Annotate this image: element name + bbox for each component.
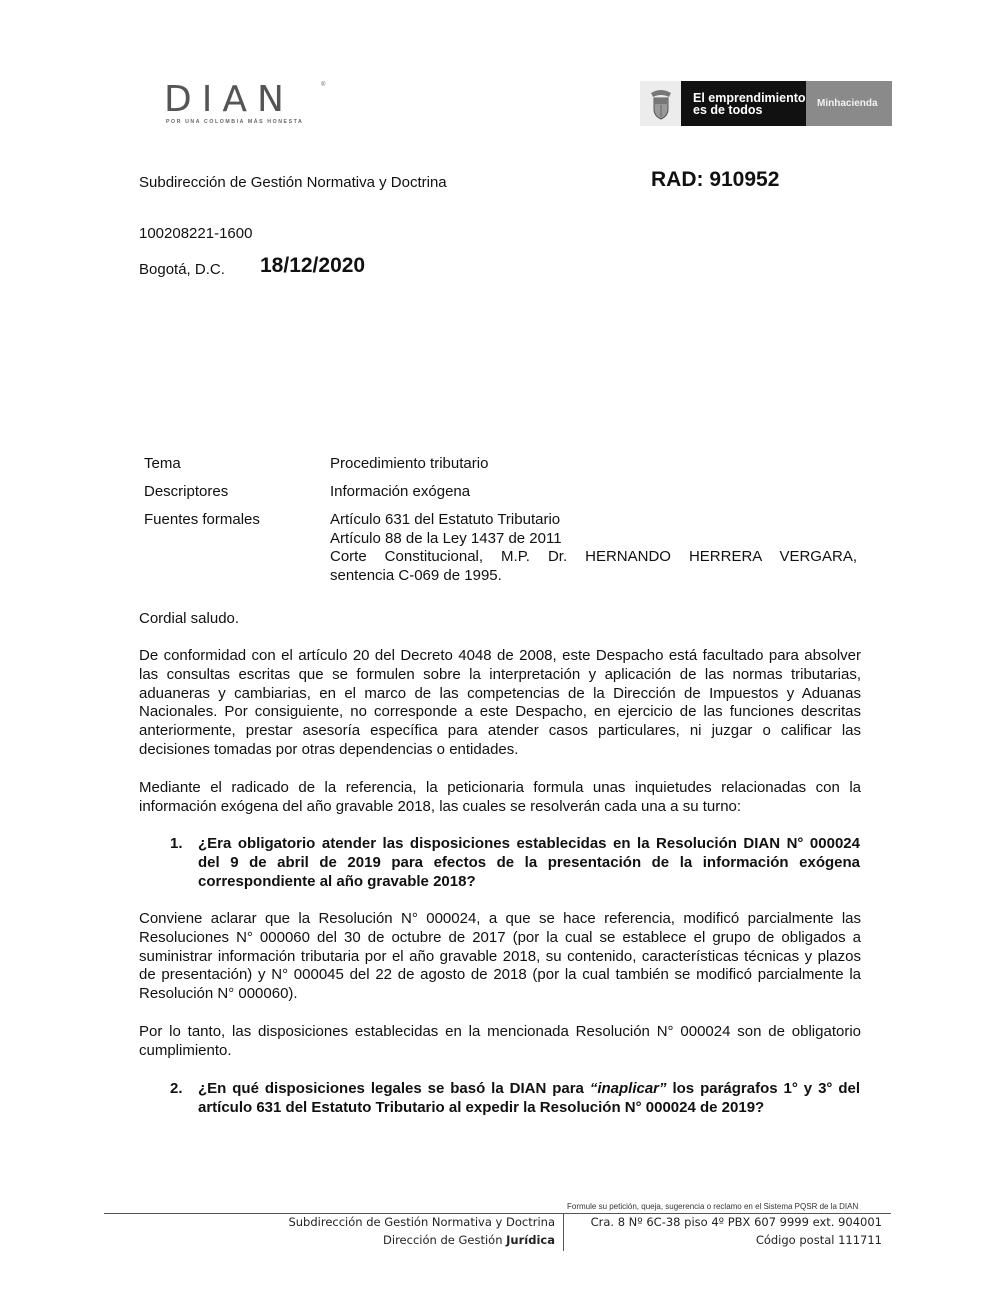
descriptores-value: Información exógena [330,483,471,500]
question-2-number: 2. [170,1080,183,1097]
ministry-name: Minhacienda [817,98,878,109]
question-2-part-2: los parágrafos 1° y 3° del artículo 631 del Estatuto Tributario al expedir la Resolución N° 000024 de 2019? [198,1080,861,1116]
slogan-block [681,81,806,126]
fuentes-item: Artículo 631 del Estatuto Tributario [330,511,561,528]
question-2-italic: “inaplicar” [589,1080,667,1097]
question-1: ¿Era obligatorio atender las disposiciones establecidas en la Resolución DIAN N° 000024 del 9 de abril de 2019 para efectos de la presentación de la información exógena correspondiente al año gravable 2018? [198,835,860,890]
slogan-line-2: es de todos [693,103,763,117]
government-banner [640,81,892,126]
ministry-block [806,81,892,126]
rad-number: RAD: 910952 [651,168,780,191]
footer-subdirection: Subdirección de Gestión Normativa y Doctrina [288,1215,555,1229]
footer-direction [383,1233,555,1247]
footer-vertical-divider [563,1214,564,1251]
slogan-line-1: El emprendimiento [693,91,806,105]
footer-direction-bold: Jurídica [506,1233,555,1247]
footer-divider [104,1213,891,1214]
question-2 [198,1080,860,1118]
footer-address: Cra. 8 Nº 6C-38 piso 4º PBX 607 9999 ext. 904001 [590,1215,882,1229]
greeting: Cordial saludo. [139,610,240,627]
question-2-part-1: ¿En qué disposiciones legales se basó la DIAN para [198,1080,590,1097]
footer-direction-prefix: Dirección de Gestión [383,1233,507,1247]
coat-of-arms-icon [640,81,681,126]
dian-logo [164,79,329,130]
fuentes-item: Corte Constitucional, M.P. Dr. HERNANDO HERRERA VERGARA, [330,548,857,565]
paragraph-conclusion-1: Por lo tanto, las disposiciones establecidas en la mencionada Resolución N° 000024 son de obligatorio cumplimiento. [139,1023,861,1059]
fuentes-item: Artículo 88 de la Ley 1437 de 2011 [330,529,562,547]
paragraph-answer-1: Conviene aclarar que la Resolución N° 000024, a que se hace referencia, modificó parcialmente las Resoluciones N° 000060 del 30 de octubre de 2017 (por la cual se establece el grupo de obligados a suministrar información tributaria por el año gravable 2018, su contenido, características técnicas y plazos de presentación) y N° 000045 del 22 de agosto de 2018 (por la cual también se modificó parcialmente la Resolución N° 000060). [139,910,861,1003]
dian-logo-tagline: POR UNA COLOMBIA MÁS HONESTA [166,119,304,125]
document-date: 18/12/2020 [260,254,366,277]
tema-label: Tema [144,455,181,472]
subdirection-label: Subdirección de Gestión Normativa y Doctrina [139,174,447,191]
descriptores-label: Descriptores [144,483,229,500]
footer-pqsr-note: Formule su petición, queja, sugerencia o reclamo en el Sistema PQSR de la DIAN [567,1202,859,1211]
tema-value: Procedimiento tributario [330,455,489,472]
fuentes-list [330,511,857,585]
fuentes-item: sentencia C-069 de 1995. [330,566,502,584]
registered-mark: ® [321,82,326,88]
paragraph-reference: Mediante el radicado de la referencia, la peticionaria formula unas inquietudes relacionadas con la información exógena del año gravable 2018, las cuales se resolverán cada una a su turno: [139,779,861,815]
dian-logo-word: DIAN [164,79,294,120]
footer-postal-code: Código postal 111711 [755,1233,882,1247]
question-1-number: 1. [170,835,183,852]
fuentes-label: Fuentes formales [144,511,260,528]
city: Bogotá, D.C. [139,261,225,278]
reference-number: 100208221-1600 [139,225,253,242]
paragraph-competence: De conformidad con el artículo 20 del Decreto 4048 de 2008, este Despacho está facultado para absolver las consultas escritas que se formulen sobre la interpretación y aplicación de las normas tributarias, aduaneras y cambiarias, en el marco de las competencias de la Dirección de Impuestos y Aduanas Nacionales. Por consiguiente, no corresponde a este Despacho, en ejercicio de las funciones descritas anteriormente, prestar asesoría específica para atender casos particulares, ni juzgar o calificar las decisiones tomadas por otras dependencias o entidades. [139,647,861,758]
